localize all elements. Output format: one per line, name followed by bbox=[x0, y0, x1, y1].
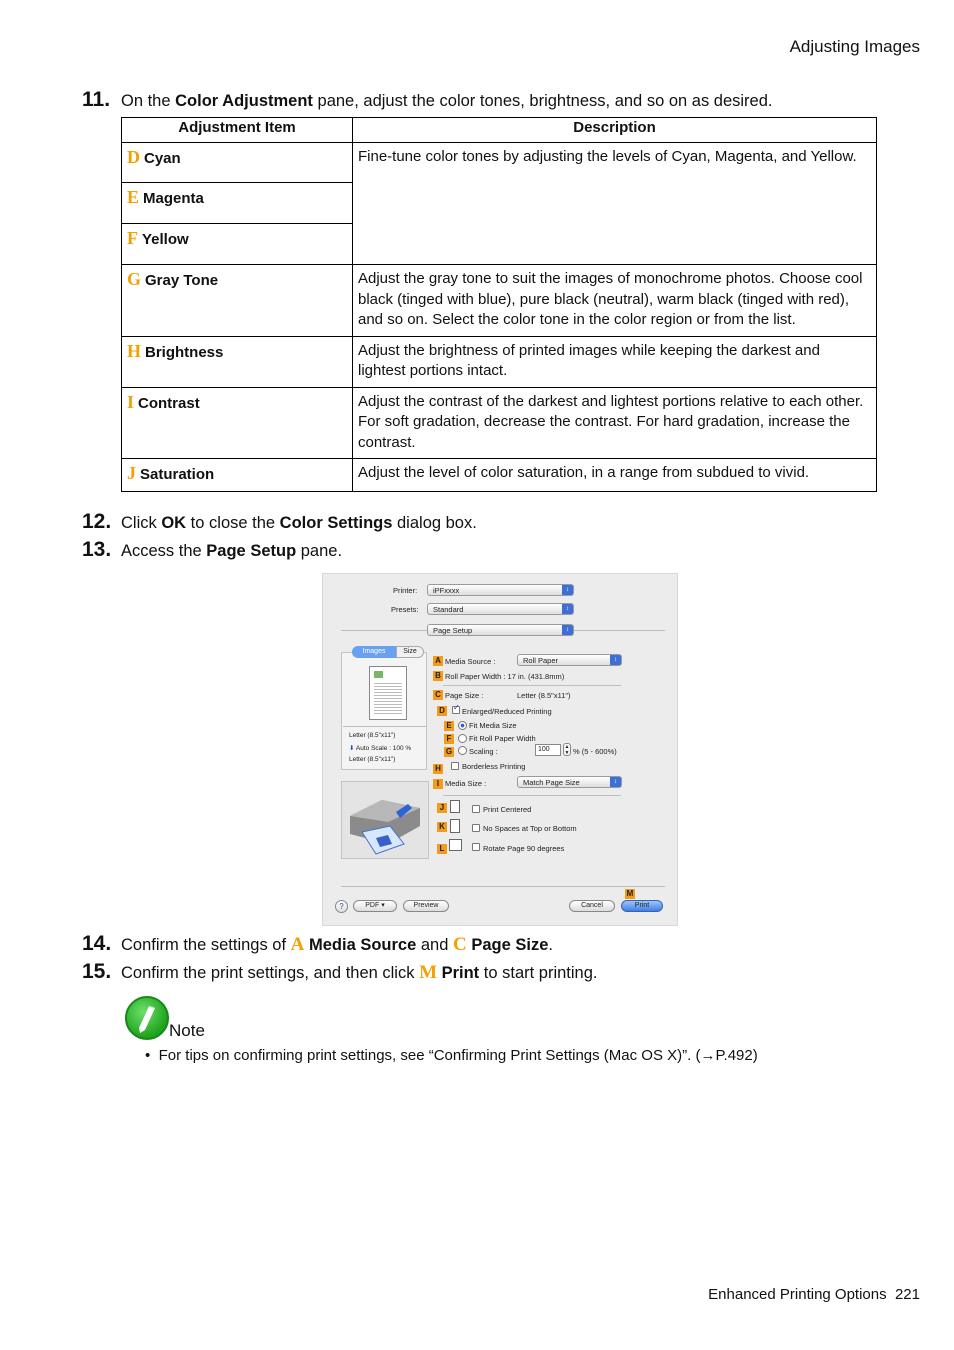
callout-f: F bbox=[444, 734, 454, 744]
description-cell: Adjust the level of color saturation, in a range from subdued to vivid. bbox=[353, 459, 877, 492]
updown-arrow-icon: ↕ bbox=[610, 655, 621, 665]
updown-arrow-icon: ↕ bbox=[562, 625, 573, 635]
updown-arrow-icon: ↕ bbox=[562, 604, 573, 614]
tab-images[interactable]: Images bbox=[352, 646, 396, 658]
help-button[interactable]: ? bbox=[335, 900, 348, 913]
updown-arrow-icon: ↕ bbox=[562, 585, 573, 595]
borderless-checkbox[interactable] bbox=[451, 762, 459, 770]
page-header: Adjusting Images bbox=[789, 37, 920, 56]
callout-k: K bbox=[437, 822, 447, 832]
page-number: 221 bbox=[894, 1286, 920, 1303]
step-11: 11. On the Color Adjustment pane, adjust the color tones, brightness, and so on as desired. bbox=[82, 88, 773, 111]
tab-size[interactable]: Size bbox=[396, 646, 424, 658]
fit-roll-radio[interactable] bbox=[458, 734, 467, 743]
printer-popup[interactable]: iPFxxxx ↕ bbox=[427, 584, 574, 596]
table-row bbox=[122, 459, 877, 492]
print-centered-checkbox[interactable] bbox=[472, 805, 480, 813]
step-number: 11. bbox=[82, 88, 111, 111]
no-spaces-checkbox[interactable] bbox=[472, 824, 480, 832]
page-preview-thumbnail bbox=[369, 666, 407, 720]
adjustment-table bbox=[121, 117, 877, 492]
rotate-page-icon bbox=[449, 839, 462, 851]
fit-media-radio[interactable] bbox=[458, 721, 467, 730]
scaling-input[interactable]: 100 bbox=[535, 744, 561, 756]
item-cell: E Magenta bbox=[122, 183, 353, 224]
item-cell: I Contrast bbox=[122, 387, 353, 459]
item-cell: J Saturation bbox=[122, 459, 353, 492]
description-cell: Adjust the brightness of printed images while keeping the darkest and lightest portions intact. bbox=[353, 336, 877, 387]
down-arrow-icon: ⬇ bbox=[349, 745, 355, 752]
media-source-popup[interactable]: Roll Paper ↕ bbox=[517, 654, 622, 666]
callout-h: H bbox=[433, 764, 443, 774]
table-row bbox=[122, 265, 877, 337]
enlarged-checkbox[interactable] bbox=[452, 703, 460, 714]
pane-popup[interactable]: Page Setup ↕ bbox=[427, 624, 574, 636]
table-header-row bbox=[122, 118, 877, 143]
cancel-button[interactable]: Cancel bbox=[569, 900, 615, 912]
step-12: 12. Click OK to close the Color Settings dialog box. bbox=[82, 510, 477, 533]
callout-i: I bbox=[433, 779, 443, 789]
page-setup-dialog-screenshot: Printer: iPFxxxx ↕ Presets: Standard ↕ Page Setup ↕ Images Size Letter (8.5"x11") ⬇ Auto Scale : 100 % Letter (8.5"x11") A Media Source : Roll Paper ↕ B Roll Paper Width : 17 in. (431.8mm) C Page Size : Letter (8.5"x11") D ✓ Enlarged/Reduced Printing E Fit Media Size F Fit Roll Paper Width G Scaling : 100 ▲ ▼ % (5 - 600%) Borderless Printing H I Media Size : Match Page Size ↕ J Print Centered K No Spaces at Top or Bottom L Rotate Page 90 degrees ? PDF ▾ Preview Cancel M Print bbox=[322, 573, 678, 926]
description-cell: Adjust the gray tone to suit the images of monochrome photos. Choose cool black (tinged with blue), pure black (neutral), warm black (tinged with red), and so on. Select the color tone in the color region or from the list. bbox=[353, 265, 877, 337]
preview-button[interactable]: Preview bbox=[403, 900, 449, 912]
media-size-popup[interactable]: Match Page Size ↕ bbox=[517, 776, 622, 788]
step-13: 13. Access the Page Setup pane. bbox=[82, 538, 343, 561]
callout-c: C bbox=[433, 690, 443, 700]
printer-illustration bbox=[341, 781, 429, 859]
checkmark-icon: ✓ bbox=[453, 703, 460, 712]
column-header-item: Adjustment Item bbox=[122, 118, 353, 143]
print-centered-icon bbox=[450, 800, 460, 813]
item-cell: D Cyan bbox=[122, 143, 353, 183]
item-cell: H Brightness bbox=[122, 336, 353, 387]
note-bullet: • For tips on confirming print settings, see “Confirming Print Settings (Mac OS X)”. (→P.492) bbox=[145, 1047, 758, 1064]
note-pencil-icon bbox=[125, 996, 169, 1040]
column-header-description: Description bbox=[353, 118, 877, 143]
table-row bbox=[122, 336, 877, 387]
callout-m: M bbox=[626, 889, 634, 898]
table-row bbox=[122, 387, 877, 459]
callout-b: B bbox=[433, 671, 443, 681]
item-cell: G Gray Tone bbox=[122, 265, 353, 337]
scaling-radio[interactable] bbox=[458, 746, 467, 755]
printer-icon bbox=[342, 782, 428, 858]
presets-popup[interactable]: Standard ↕ bbox=[427, 603, 574, 615]
note-title: Note bbox=[169, 1021, 205, 1040]
scaling-stepper[interactable]: ▲ ▼ bbox=[564, 744, 570, 756]
updown-arrow-icon: ↕ bbox=[610, 777, 621, 787]
step-14: 14. Confirm the settings of A Media Source and C Page Size. bbox=[82, 932, 553, 955]
no-spaces-icon bbox=[450, 819, 460, 833]
callout-l: L bbox=[437, 844, 447, 854]
callout-e: E bbox=[444, 721, 454, 731]
rotate-checkbox[interactable] bbox=[472, 843, 480, 851]
print-button[interactable]: Print bbox=[621, 900, 663, 912]
table-row bbox=[122, 143, 877, 183]
callout-g: G bbox=[445, 747, 453, 756]
callout-a: A bbox=[433, 656, 443, 666]
step-15: 15. Confirm the print settings, and then click M Print to start printing. bbox=[82, 960, 598, 983]
description-cell: Fine-tune color tones by adjusting the levels of Cyan, Magenta, and Yellow. bbox=[353, 143, 877, 265]
item-cell: F Yellow bbox=[122, 224, 353, 265]
pdf-button[interactable]: PDF ▾ bbox=[353, 900, 397, 912]
callout-j: J bbox=[437, 803, 447, 813]
page-footer: Enhanced Printing Options 221 bbox=[708, 1286, 920, 1303]
description-cell: Adjust the contrast of the darkest and lightest portions relative to each other. For soft gradation, decrease the contrast. For hard gradation, increase the contrast. bbox=[353, 387, 877, 459]
callout-d: D bbox=[437, 706, 447, 716]
